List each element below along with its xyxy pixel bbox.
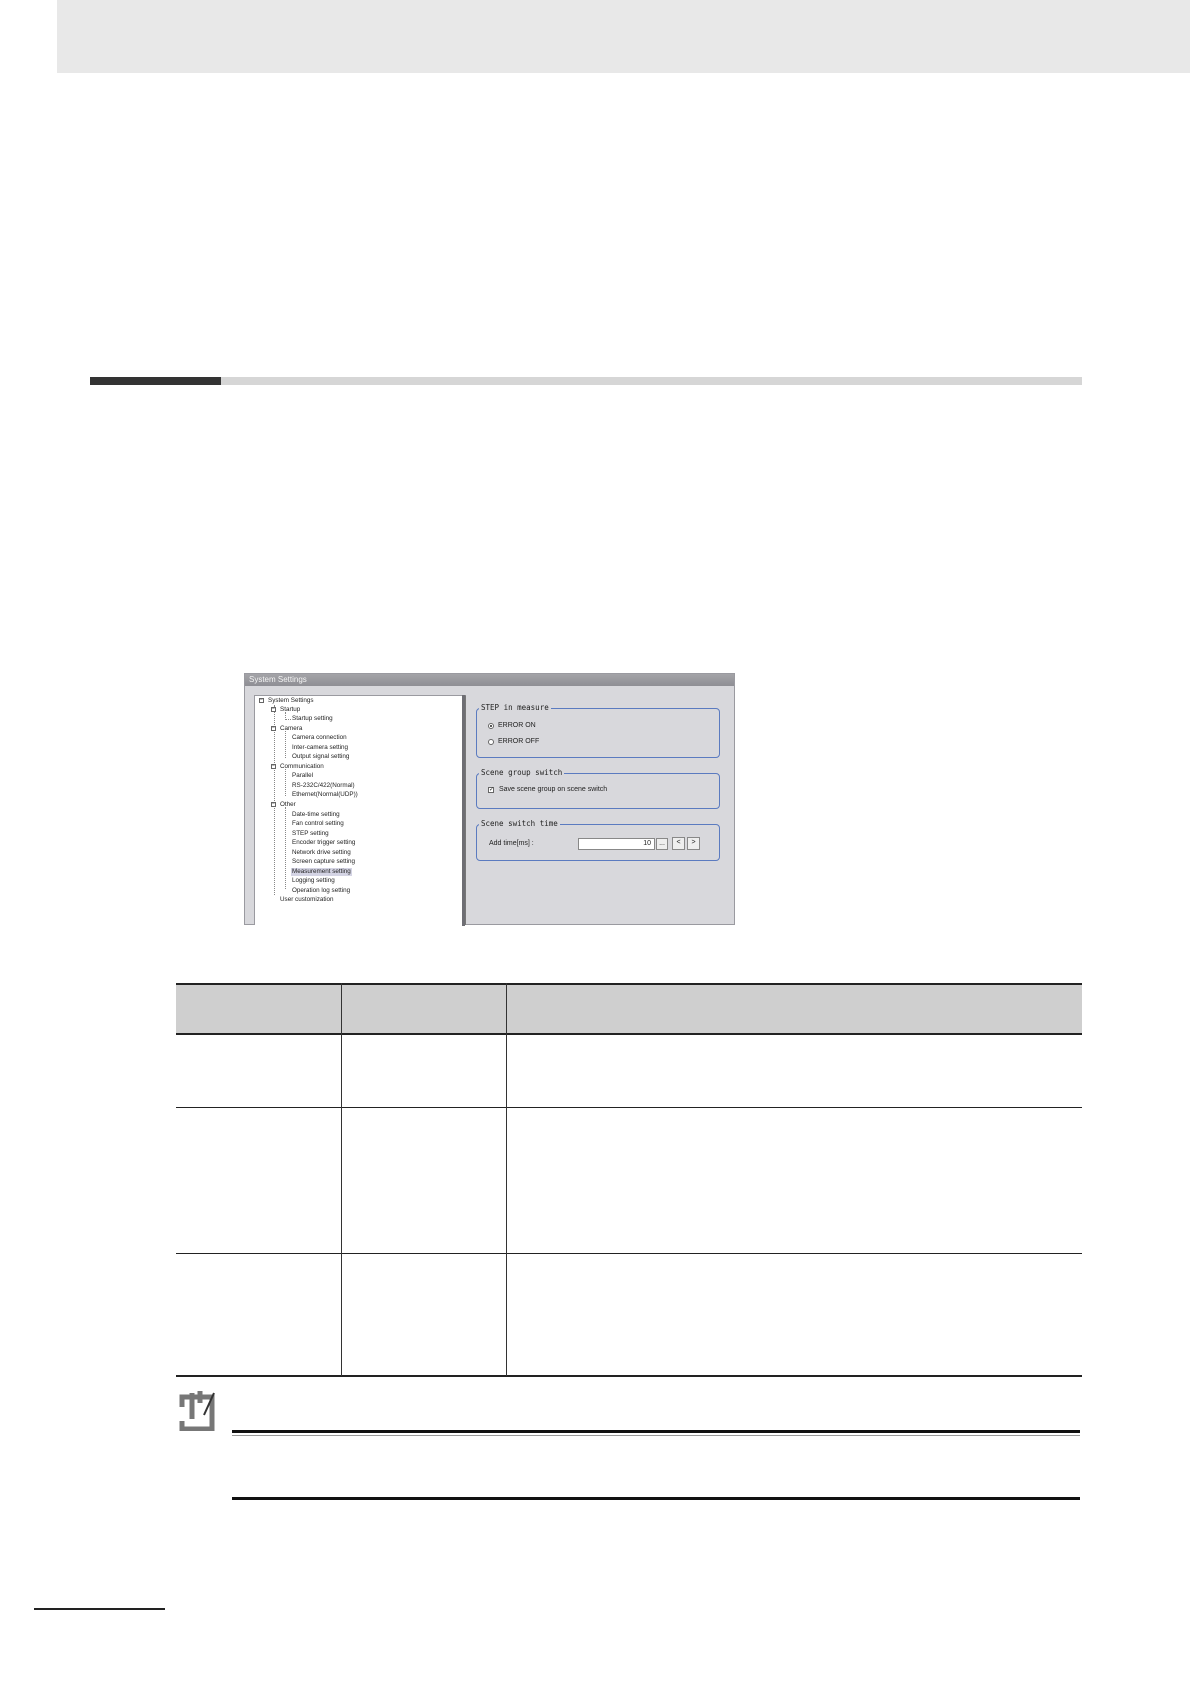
tree-item-network-drive-setting[interactable]: Network drive setting: [292, 849, 351, 856]
error-off-label[interactable]: ERROR OFF: [498, 738, 540, 745]
tree-item-screen-capture-setting[interactable]: Screen capture setting: [292, 858, 356, 865]
tree-item-rs232c[interactable]: RS-232C/422(Normal): [292, 782, 355, 789]
tree-item-communication[interactable]: Communication: [280, 763, 324, 770]
tree-line: [286, 719, 291, 720]
decrement-button[interactable]: <: [672, 837, 685, 850]
add-time-input[interactable]: 10: [578, 838, 655, 850]
tree-item-system-settings[interactable]: System Settings: [268, 697, 314, 704]
table-header: [176, 983, 1082, 1034]
table-header-border: [176, 1033, 1082, 1035]
group-title: Scene group switch: [481, 768, 563, 777]
save-scene-group-label[interactable]: Save scene group on scene switch: [499, 786, 608, 793]
table-row-border: [176, 1107, 1082, 1108]
increment-button[interactable]: >: [687, 837, 700, 850]
tree-item-other[interactable]: Other: [280, 801, 296, 808]
expand-collapse-icon[interactable]: −: [272, 801, 275, 807]
tree-item-startup[interactable]: Startup: [280, 706, 301, 713]
tree-item-measurement-setting[interactable]: Measurement setting: [292, 868, 351, 875]
section-rule: [221, 377, 1082, 385]
tree-line: [285, 769, 286, 796]
tree-item-ethernet[interactable]: Ethernet(Normal(UDP)): [292, 791, 358, 798]
step-in-measure-group: [476, 703, 720, 758]
scene-group-switch-group: [476, 768, 720, 809]
settings-tree: [254, 695, 466, 925]
table-row-border: [176, 1253, 1082, 1254]
section-rule-accent: [90, 377, 221, 385]
expand-collapse-icon[interactable]: −: [272, 706, 275, 712]
add-time-label: Add time[ms] :: [489, 840, 534, 847]
tree-item-parallel[interactable]: Parallel: [292, 772, 313, 779]
expand-collapse-icon[interactable]: −: [272, 725, 275, 731]
important-note-icon: [178, 1389, 218, 1431]
window-title-bar: [245, 674, 734, 686]
tree-item-user-customization[interactable]: User customization: [280, 896, 334, 903]
tree-item-logging-setting[interactable]: Logging setting: [292, 877, 335, 884]
window-title: System Settings: [249, 675, 307, 684]
tree-item-inter-camera-setting[interactable]: Inter-camera setting: [292, 744, 348, 751]
tree-item-operation-log-setting[interactable]: Operation log setting: [292, 887, 351, 894]
tree-item-output-signal-setting[interactable]: Output signal setting: [292, 753, 350, 760]
note-rule-thin: [232, 1435, 1080, 1436]
pane-splitter[interactable]: [462, 695, 465, 926]
tree-item-camera[interactable]: Camera: [280, 725, 303, 732]
tree-item-fan-control-setting[interactable]: Fan control setting: [292, 820, 344, 827]
save-scene-group-checkbox[interactable]: ✓: [489, 787, 495, 793]
table-column-border: [341, 983, 342, 1376]
tree-line: [285, 731, 286, 758]
tree-item-date-time-setting[interactable]: Date-time setting: [292, 811, 340, 818]
note-rule-bottom: [232, 1497, 1080, 1500]
group-title: STEP in measure: [481, 703, 549, 712]
tree-item-encoder-trigger-setting[interactable]: Encoder trigger setting: [292, 839, 356, 846]
add-time-keypad-button[interactable]: ...: [656, 838, 668, 850]
expand-collapse-icon[interactable]: −: [272, 763, 275, 769]
tree-line: [274, 705, 275, 895]
error-on-radio[interactable]: [488, 723, 494, 729]
footer-rule: [34, 1608, 165, 1610]
tree-item-camera-connection[interactable]: Camera connection: [292, 734, 347, 741]
system-settings-window: [244, 673, 735, 925]
error-on-label[interactable]: ERROR ON: [498, 722, 536, 729]
table-column-border: [506, 983, 507, 1376]
note-rule-top: [232, 1430, 1080, 1433]
tree-item-startup-setting[interactable]: Startup setting: [292, 715, 333, 722]
error-off-radio[interactable]: [488, 739, 494, 745]
tree-item-step-setting[interactable]: STEP setting: [292, 830, 329, 837]
group-title: Scene switch time: [481, 819, 558, 828]
expand-collapse-icon[interactable]: −: [260, 697, 263, 703]
table-bottom-border: [176, 1375, 1082, 1377]
table-top-border: [176, 983, 1082, 985]
scene-switch-time-group: [476, 819, 720, 861]
page-header-band: [57, 0, 1190, 73]
tree-line: [285, 807, 286, 889]
